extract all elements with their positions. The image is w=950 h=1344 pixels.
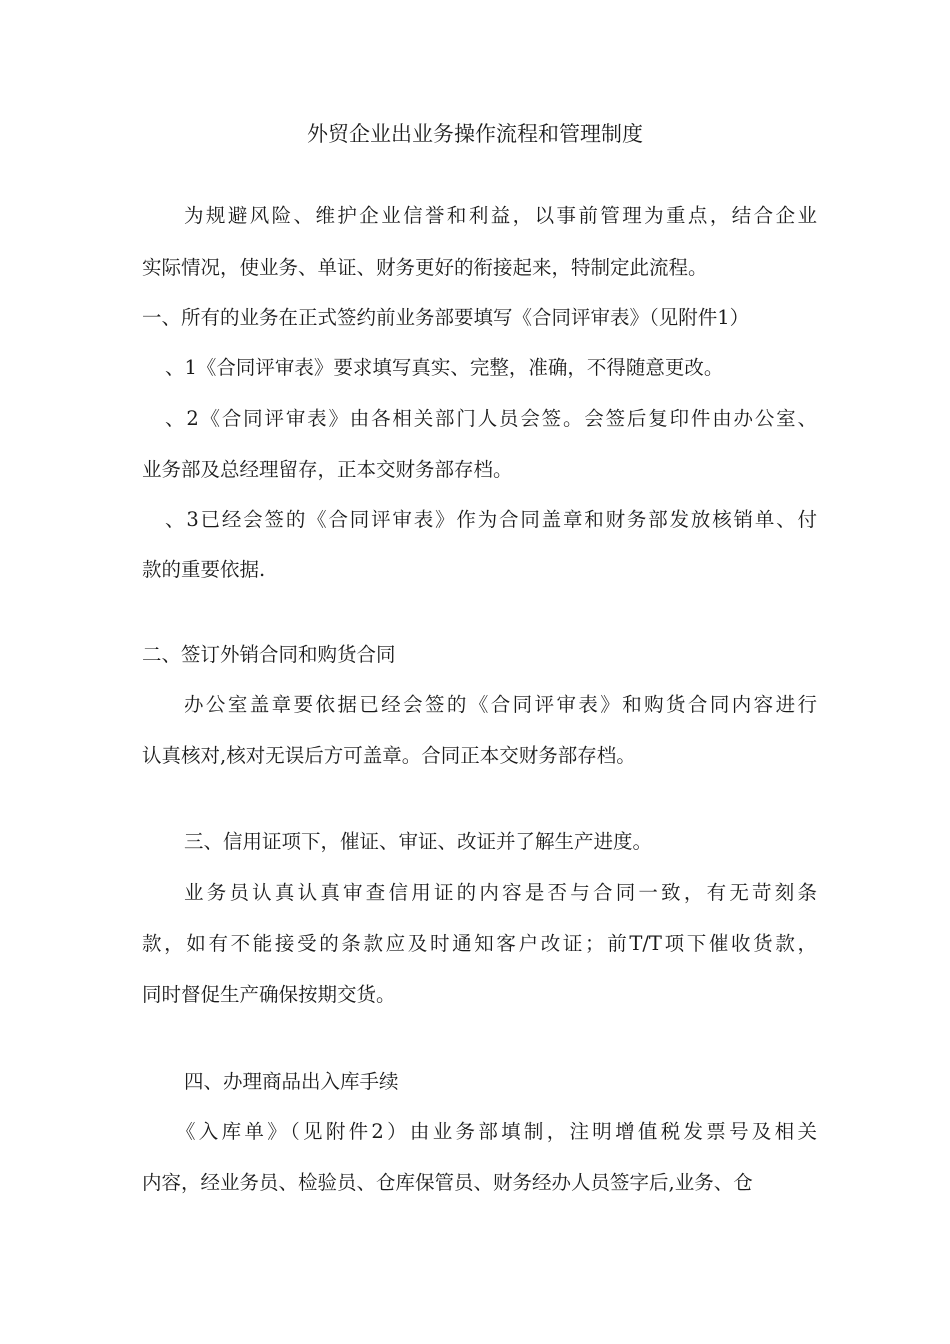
section-heading: 二、签订外销合同和购货合同 [142,643,396,666]
paragraph-line: 实际情况，使业务、单证、财务更好的衔接起来，特制定此流程。 [142,256,708,279]
section-heading: 一、所有的业务在正式签约前业务部要填写《合同评审表》（见附件1） [142,306,750,329]
paragraph-line: 、2《合同评审表》由各相关部门人员会签。会签后复印件由办公室、 [165,407,817,430]
paragraph-line: 办公室盖章要依据已经会签的《合同评审表》和购货合同内容进行 [184,693,817,716]
paragraph-line: 认真核对,核对无误后方可盖章。合同正本交财务部存档。 [142,744,636,767]
paragraph-line: 款，如有不能接受的条款应及时通知客户改证；前T/T项下催收货款， [142,932,817,955]
paragraph-line: 《入库单》（见附件2）由业务部填制，注明增值税发票号及相关 [176,1120,817,1143]
paragraph-line: 内容，经业务员、检验员、仓库保管员、财务经办人员签字后,业务、仓 [142,1171,753,1194]
paragraph-line: 、3已经会签的《合同评审表》作为合同盖章和财务部发放核销单、付 [165,508,817,531]
paragraph-line: 业务员认真认真审查信用证的内容是否与合同一致，有无苛刻条 [184,881,817,904]
section-heading: 四、办理商品出入库手续 [184,1070,399,1093]
paragraph-line: 、1《合同评审表》要求填写真实、完整，准确，不得随意更改。 [165,356,724,379]
section-heading: 三、信用证项下，催证、审证、改证并了解生产进度。 [184,830,653,853]
paragraph-line: 为规避风险、维护企业信誉和利益，以事前管理为重点，结合企业 [184,204,817,227]
document-title: 外贸企业出业务操作流程和管理制度 [307,122,643,146]
paragraph-line: 业务部及总经理留存，正本交财务部存档。 [142,458,513,481]
paragraph-line: 款的重要依据. [142,558,266,581]
paragraph-line: 同时督促生产确保按期交货。 [142,983,396,1006]
